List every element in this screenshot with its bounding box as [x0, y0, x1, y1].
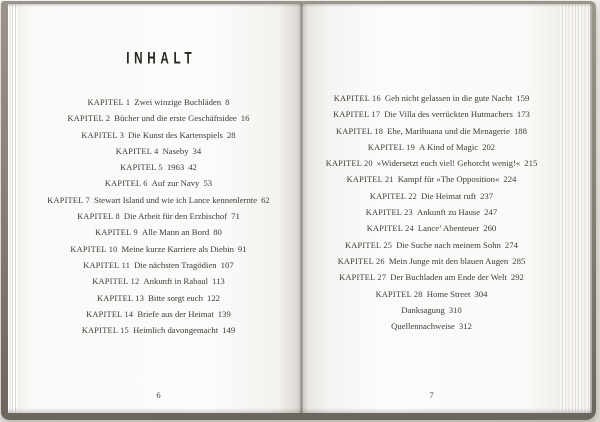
chapter-page-number: 34 — [192, 145, 202, 156]
toc-entry — [303, 269, 560, 285]
chapter-page-number: 188 — [513, 125, 527, 136]
chapter-page-number: 260 — [483, 223, 497, 234]
chapter-page-number: 274 — [504, 239, 518, 250]
chapter-label: KAPITEL 23 — [365, 208, 413, 218]
chapter-title: Bitte sorgt euch — [148, 292, 203, 303]
chapter-label: KAPITEL 25 — [345, 240, 393, 250]
chapter-title: Briefe aus der Heimat — [137, 308, 214, 319]
chapter-label: KAPITEL 27 — [339, 273, 387, 283]
chapter-title: »Widersetzt euch viel! Gehorcht wenig!« — [376, 158, 521, 169]
toc-entry — [303, 220, 560, 236]
toc-entry — [17, 241, 300, 257]
toc-entry — [17, 322, 300, 338]
toc-entry — [303, 106, 560, 122]
chapter-title: Alle Mann an Bord — [141, 227, 210, 238]
chapter-title: Home Street — [426, 288, 471, 299]
toc-entry — [303, 237, 560, 253]
chapter-label: KAPITEL 14 — [86, 309, 134, 319]
toc-entry — [17, 224, 300, 240]
toc-entry — [303, 318, 560, 334]
chapter-label: KAPITEL 8 — [77, 212, 120, 222]
chapter-label: KAPITEL 10 — [70, 244, 118, 254]
open-book — [1, 1, 596, 420]
chapter-title: Der Buchladen am Ende der Welt — [390, 272, 507, 283]
chapter-title: Heimlich davongemacht — [132, 325, 219, 336]
page-block — [8, 4, 592, 413]
chapter-page-number: 16 — [240, 113, 250, 124]
toc-entry — [303, 204, 560, 220]
chapter-page-number: 149 — [222, 325, 236, 336]
toc-entry — [303, 139, 560, 155]
chapter-title: Auf zur Navy — [151, 178, 200, 189]
chapter-label: KAPITEL 5 — [120, 163, 163, 173]
toc-list-left — [17, 94, 300, 338]
chapter-page-number: 107 — [220, 259, 234, 270]
chapter-title: Die Kunst des Kartenspiels — [128, 129, 223, 140]
chapter-label: KAPITEL 20 — [325, 159, 373, 169]
toc-entry — [17, 257, 300, 273]
chapter-title: Ankunft in Rabaul — [143, 276, 209, 287]
chapter-page-number: 312 — [458, 321, 472, 332]
toc-entry — [17, 306, 300, 322]
chapter-title: 1963 — [166, 162, 185, 173]
chapter-page-number: 285 — [512, 255, 526, 266]
chapter-title: Kampf für »The Opposition« — [397, 174, 500, 185]
chapter-label: KAPITEL 16 — [333, 94, 381, 103]
chapter-title: Danksagung — [401, 304, 445, 315]
chapter-page-number: 310 — [448, 304, 462, 315]
chapter-page-number: 62 — [261, 194, 270, 205]
chapter-title: Bücher und die erste Geschäftsidee — [114, 113, 237, 124]
chapter-label: KAPITEL 13 — [96, 293, 145, 303]
toc-title: INHALT — [125, 48, 196, 69]
chapter-title: A Kind of Magic — [418, 141, 479, 152]
toc-entry — [303, 253, 560, 269]
chapter-page-number: 304 — [474, 288, 488, 299]
chapter-label: KAPITEL 22 — [369, 191, 418, 201]
chapter-title: Die Suche nach meinem Sohn — [396, 239, 501, 250]
toc-entry — [303, 90, 560, 106]
chapter-label: KAPITEL 12 — [92, 277, 140, 287]
toc-entry — [17, 94, 300, 110]
toc-entry — [17, 192, 300, 208]
page-number-left: 6 — [156, 390, 161, 400]
chapter-page-number: 202 — [482, 141, 496, 152]
chapter-label: KAPITEL 3 — [81, 130, 125, 140]
toc-entry — [17, 175, 300, 191]
chapter-page-number: 42 — [188, 162, 197, 173]
chapter-label: KAPITEL 17 — [333, 110, 381, 120]
chapter-title: Naseby — [162, 145, 189, 156]
chapter-page-number: 173 — [516, 109, 530, 120]
chapter-title: Meine kurze Karriere als Diebin — [121, 243, 234, 254]
toc-entry — [17, 143, 300, 159]
chapter-label: KAPITEL 6 — [104, 179, 148, 189]
chapter-title: Die Villa des verrückten Hutmachers — [384, 109, 513, 120]
toc-entry — [303, 123, 560, 139]
chapter-title: Stewart Island und wie ich Lance kennenlernte — [93, 194, 258, 205]
toc-list-right — [303, 90, 560, 334]
chapter-title: Quellennachweise — [391, 321, 455, 332]
chapter-label: KAPITEL 28 — [375, 289, 423, 299]
toc-entry — [17, 110, 300, 126]
chapter-page-number: 139 — [217, 308, 231, 319]
chapter-page-number: 292 — [510, 272, 524, 283]
chapter-page-number: 8 — [225, 97, 230, 107]
chapter-label: KAPITEL 24 — [366, 224, 414, 234]
chapter-title: Ankunft zu Hause — [416, 207, 481, 218]
page-left — [17, 4, 300, 413]
toc-entry — [17, 273, 300, 289]
chapter-page-number: 113 — [212, 276, 225, 287]
chapter-label: KAPITEL 2 — [67, 114, 111, 124]
chapter-page-number: 91 — [237, 243, 247, 254]
chapter-page-number: 215 — [524, 158, 538, 169]
chapter-page-number: 247 — [484, 207, 498, 218]
chapter-title: Lance’ Abenteuer — [417, 223, 480, 234]
chapter-label: KAPITEL 7 — [47, 195, 90, 205]
chapter-label: KAPITEL 1 — [87, 98, 131, 107]
chapter-title: Die nächsten Tragödien — [134, 259, 217, 270]
chapter-title: Die Heimat ruft — [421, 190, 477, 201]
chapter-page-number: 80 — [213, 227, 222, 238]
left-page-edges — [8, 4, 17, 413]
chapter-page-number: 159 — [516, 93, 530, 103]
page-right — [303, 4, 560, 413]
chapter-page-number: 53 — [203, 178, 213, 189]
toc-entry — [17, 208, 300, 224]
chapter-page-number: 71 — [231, 211, 240, 222]
chapter-title: Zwei winzige Buchläden — [134, 97, 222, 107]
chapter-label: KAPITEL 18 — [336, 126, 384, 136]
toc-title-wrap — [17, 50, 300, 68]
toc-entry — [17, 159, 300, 175]
chapter-title: Die Arbeit für den Erzbischof — [123, 211, 228, 222]
chapter-label: KAPITEL 4 — [115, 146, 159, 156]
toc-entry — [303, 188, 560, 204]
chapter-page-number: 224 — [503, 174, 517, 185]
toc-entry — [303, 171, 560, 187]
chapter-label: KAPITEL 15 — [81, 326, 129, 336]
chapter-label: KAPITEL 21 — [346, 175, 394, 185]
chapter-title: Geh nicht gelassen in die gute Nacht — [384, 93, 513, 103]
page-number-right: 7 — [429, 390, 434, 400]
chapter-label: KAPITEL 9 — [95, 228, 138, 238]
toc-entry — [303, 155, 560, 171]
chapter-page-number: 237 — [480, 190, 494, 201]
fore-edge-pages — [560, 4, 592, 413]
toc-entry — [17, 290, 300, 306]
toc-entry — [303, 286, 560, 302]
chapter-label: KAPITEL 19 — [367, 142, 415, 152]
page-spread — [17, 4, 560, 413]
chapter-page-number: 122 — [206, 292, 221, 303]
chapter-label: KAPITEL 26 — [337, 256, 385, 266]
toc-entry — [17, 127, 300, 143]
chapter-label: KAPITEL 11 — [83, 260, 131, 270]
chapter-page-number: 28 — [226, 129, 236, 140]
chapter-title: Ehe, Marihuana und die Menagerie — [387, 125, 510, 136]
chapter-title: Mein Junge mit den blauen Augen — [388, 255, 509, 266]
toc-entry — [303, 302, 560, 318]
